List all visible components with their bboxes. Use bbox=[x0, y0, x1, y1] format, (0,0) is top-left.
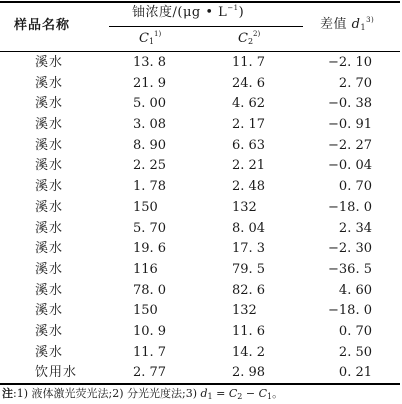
c1-cell: 78. 0 bbox=[133, 282, 167, 298]
table-row bbox=[0, 343, 402, 364]
table-row bbox=[0, 136, 402, 157]
difference-cell: −36. 5 bbox=[328, 261, 372, 277]
difference-cell: −0. 04 bbox=[328, 158, 372, 174]
c2-cell: 6. 63 bbox=[232, 137, 266, 153]
sample-cell: 溪水 bbox=[35, 55, 64, 70]
header-span-rule bbox=[109, 26, 303, 27]
c2-cell: 132 bbox=[232, 303, 257, 319]
sample-cell: 溪水 bbox=[35, 179, 64, 195]
difference-cell: 2. 34 bbox=[338, 220, 372, 236]
c1-cell: 150 bbox=[133, 303, 158, 319]
c2-cell: 82. 6 bbox=[232, 282, 266, 298]
table-row bbox=[0, 239, 402, 260]
c1-cell: 8. 90 bbox=[133, 137, 167, 153]
c1-cell: 2. 25 bbox=[133, 158, 167, 174]
c1-cell: 3. 08 bbox=[133, 117, 167, 133]
c2-cell: 11. 7 bbox=[232, 55, 266, 70]
difference-cell: 0. 70 bbox=[338, 323, 372, 339]
table-row bbox=[0, 53, 402, 74]
c2-cell: 2. 17 bbox=[232, 117, 266, 133]
sample-cell: 溪水 bbox=[35, 261, 64, 277]
table-row bbox=[0, 156, 402, 177]
c2-cell: 2. 21 bbox=[232, 158, 266, 174]
c2-cell: 4. 62 bbox=[232, 96, 266, 112]
c1-cell: 5. 70 bbox=[133, 220, 167, 236]
table-row bbox=[0, 301, 402, 322]
c2-cell: 79. 5 bbox=[232, 261, 266, 277]
c2-cell: 24. 6 bbox=[232, 75, 266, 91]
header-c1: $C_1^{1)}$ bbox=[139, 30, 162, 46]
difference-cell: −2. 27 bbox=[328, 137, 372, 153]
c1-cell: 5. 00 bbox=[133, 96, 167, 112]
table-bottom-rule bbox=[0, 383, 400, 385]
difference-cell: 0. 21 bbox=[338, 365, 372, 381]
c1-cell: 116 bbox=[133, 261, 158, 277]
table-row bbox=[0, 115, 402, 136]
c2-cell: 2. 48 bbox=[232, 179, 266, 195]
c2-cell: 8. 04 bbox=[232, 220, 266, 236]
table-row bbox=[0, 198, 402, 219]
c2-cell: 11. 6 bbox=[232, 323, 266, 339]
table-row bbox=[0, 177, 402, 198]
table-top-rule bbox=[0, 1, 400, 3]
sample-cell: 溪水 bbox=[35, 96, 64, 112]
sample-cell: 溪水 bbox=[35, 117, 64, 133]
header-uranium-concentration: 铀浓度/(μg • $L^{-1}$) bbox=[132, 4, 245, 20]
header-difference: 差值 $d_1^{3)}$ bbox=[320, 16, 375, 32]
table-row bbox=[0, 322, 402, 343]
difference-cell: −18. 0 bbox=[328, 199, 372, 215]
difference-cell: 4. 60 bbox=[338, 282, 372, 298]
header-c2: $C_2^{2)}$ bbox=[238, 30, 261, 46]
c1-cell: 1. 78 bbox=[133, 179, 167, 195]
sample-cell: 溪水 bbox=[35, 137, 64, 153]
c1-cell: 11. 7 bbox=[133, 344, 167, 360]
c2-cell: 2. 98 bbox=[232, 365, 266, 381]
table-row bbox=[0, 363, 402, 384]
table-row bbox=[0, 260, 402, 281]
c2-cell: 14. 2 bbox=[232, 344, 266, 360]
sample-cell: 溪水 bbox=[35, 303, 64, 319]
table-footnote: 注:1) 液体激光荧光法;2) 分光光度法;3) $d_1 = C_2 - C_1$。 bbox=[2, 387, 284, 401]
difference-cell: −18. 0 bbox=[328, 303, 372, 319]
header-bottom-rule bbox=[0, 51, 400, 52]
table-row bbox=[0, 219, 402, 240]
table-row bbox=[0, 94, 402, 115]
c2-cell: 132 bbox=[232, 199, 257, 215]
difference-cell: 2. 70 bbox=[338, 75, 372, 91]
difference-cell: −2. 30 bbox=[328, 241, 372, 257]
sample-cell: 溪水 bbox=[35, 344, 64, 360]
c1-cell: 2. 77 bbox=[133, 365, 167, 381]
c2-cell: 17. 3 bbox=[232, 241, 266, 257]
table-body bbox=[0, 53, 402, 384]
c1-cell: 13. 8 bbox=[133, 55, 167, 70]
c1-cell: 10. 9 bbox=[133, 323, 167, 339]
difference-cell: −0. 38 bbox=[328, 96, 372, 112]
sample-cell: 溪水 bbox=[35, 282, 64, 298]
c1-cell: 19. 6 bbox=[133, 241, 167, 257]
sample-cell: 溪水 bbox=[35, 75, 64, 91]
sample-cell: 溪水 bbox=[35, 241, 64, 257]
header-sample-name: 样品名称 bbox=[14, 18, 71, 33]
difference-cell: −0. 91 bbox=[328, 117, 372, 133]
sample-cell: 溪水 bbox=[35, 323, 64, 339]
sample-cell: 溪水 bbox=[35, 158, 64, 174]
c1-cell: 21. 9 bbox=[133, 75, 167, 91]
table-row bbox=[0, 281, 402, 302]
sample-cell: 溪水 bbox=[35, 220, 64, 236]
difference-cell: −2. 10 bbox=[328, 55, 372, 70]
difference-cell: 0. 70 bbox=[338, 179, 372, 195]
difference-cell: 2. 50 bbox=[338, 344, 372, 360]
sample-cell: 溪水 bbox=[35, 199, 64, 215]
sample-cell: 饮用水 bbox=[35, 365, 78, 381]
table-row bbox=[0, 74, 402, 95]
c1-cell: 150 bbox=[133, 199, 158, 215]
